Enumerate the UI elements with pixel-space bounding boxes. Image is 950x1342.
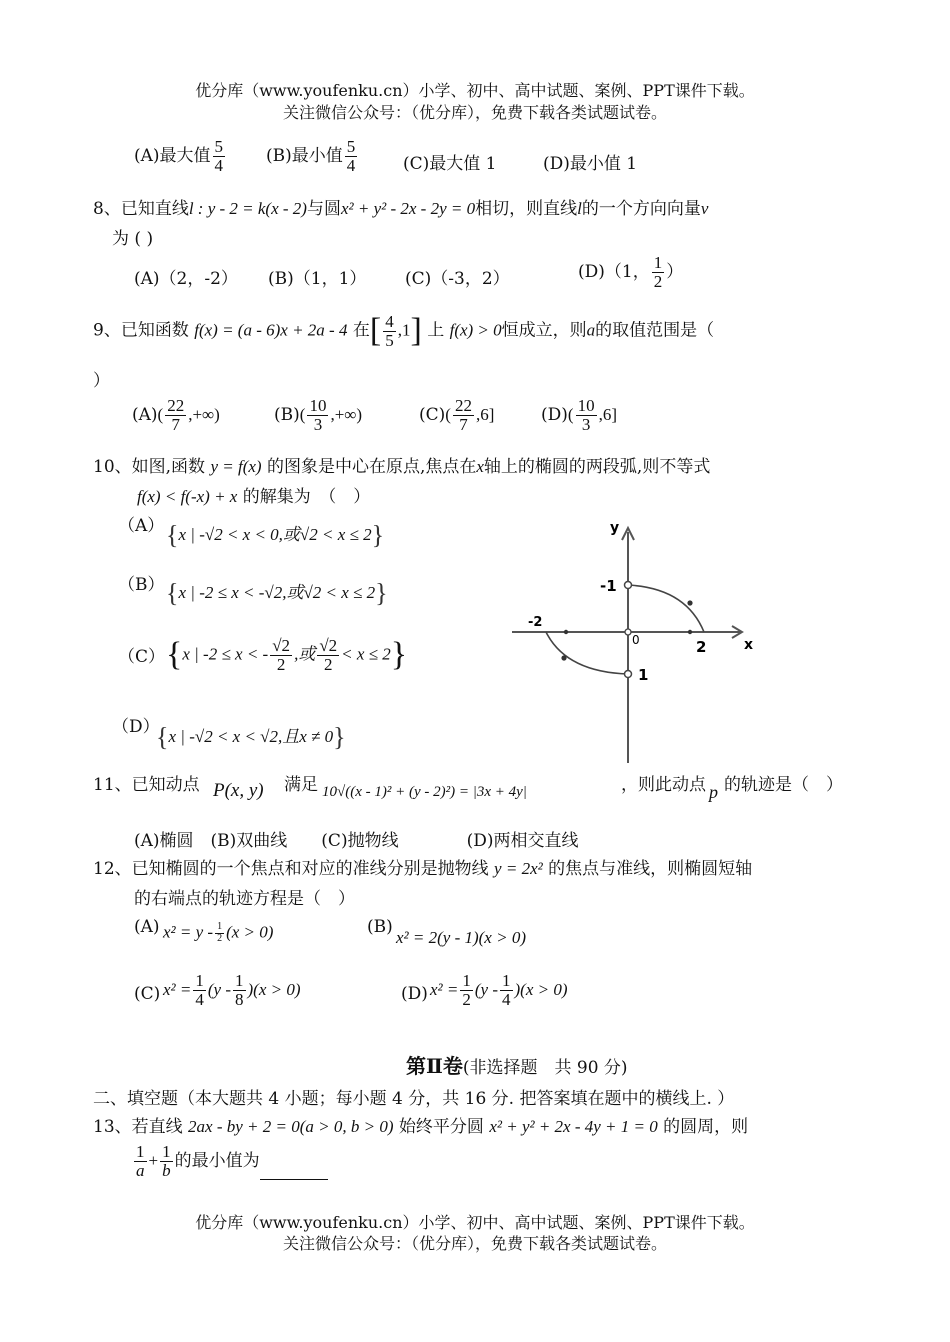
q13-expression: $\frac{1}{a}$ + $\frac{1}{b}$ 的最小值为: [132, 1143, 328, 1180]
q10-stem-line2: f(x) < f(-x) + x 的解集为 （ ）: [137, 487, 371, 507]
q10-option-c-label: （C）: [118, 647, 166, 667]
q11-stem: 11、已知动点: [93, 775, 200, 795]
label-origin: 0: [632, 633, 640, 647]
q11-options: (A)椭圆 (B)双曲线 (C)抛物线 (D)两相交直线: [134, 831, 579, 851]
section-2-title: 第Ⅱ卷(非选择题 共 90 分): [406, 1054, 628, 1078]
q11-stem-mid: 满足: [284, 775, 318, 795]
q11-equation: 10√((x - 1)² + (y - 2)²) = |3x + 4y|: [322, 784, 527, 800]
q12-option-c-label: (C): [134, 984, 161, 1004]
axis-dot-left: [564, 630, 568, 634]
q11-p: p: [709, 782, 718, 802]
open-point-lower: [625, 671, 632, 678]
q9-close-paren: ）: [93, 371, 110, 391]
label-neg-two: -2: [528, 615, 543, 630]
q11-stem-tail: ，则此动点: [621, 775, 706, 795]
q12-option-d: x² = $\frac{1}{2}$ (y - $\frac{1}{4}$ )(x > 0): [430, 971, 568, 1009]
q9-option-a: (A)( $\frac{22}{7}$ ,+∞): [132, 396, 220, 434]
section-2-instructions: 二、填空题（本大题共 4 小题；每小题 4 分，共 16 分. 把答案填在题中的横线上. ）: [93, 1089, 735, 1109]
q9-option-c: (C)( $\frac{22}{7}$ ,6]: [419, 396, 495, 434]
q9-option-d: (D)( $\frac{10}{3}$ ,6]: [541, 396, 617, 434]
q10-option-b-label: （B）: [118, 575, 165, 595]
origin-point: [625, 629, 631, 635]
label-two: 2: [696, 638, 707, 656]
label-neg-one: -1: [600, 577, 617, 595]
arc-dot-lower: [561, 655, 566, 660]
x-axis-label: x: [744, 637, 754, 653]
y-axis-label: y: [610, 520, 620, 536]
graph-axes: [512, 528, 742, 763]
q8-stem: 8、已知直线l : y - 2 = k(x - 2)与圆x² + y² - 2x - 2y = 0相切，则直线l的一个方向向量v: [93, 199, 709, 219]
label-one: 1: [638, 666, 649, 684]
q7-option-c: (C)最大值 1: [403, 154, 497, 174]
q8-option-c: (C)（-3，2）: [405, 269, 510, 289]
q10-option-d: {x | -√2 < x < √2,且x ≠ 0}: [156, 722, 346, 752]
open-point-upper: [625, 582, 632, 589]
page-footer-line1: 优分库（www.youfenku.cn）小学、初中、高中试题、案例、PPT课件下载。: [195, 1213, 755, 1232]
lower-left-arc: [546, 632, 628, 674]
q12-option-b: x² = 2(y - 1)(x > 0): [396, 928, 526, 947]
axis-dot-right: [688, 630, 692, 634]
q8-option-a: (A)（2，-2）: [134, 269, 238, 289]
q12-stem: 12、已知椭圆的一个焦点和对应的准线分别是抛物线 y = 2x² 的焦点与准线，则椭圆短轴: [93, 859, 753, 879]
q10-option-a: {x | -√2 < x < 0,或√2 < x ≤ 2}: [166, 520, 385, 550]
q10-option-d-label: （D）: [112, 717, 160, 737]
q12-option-c: x² = $\frac{1}{4}$ (y - $\frac{1}{8}$ )(x > 0): [163, 971, 301, 1009]
q7-option-b: (B)最小值 $\frac{5}{4}$: [266, 137, 356, 175]
q12-option-b-label: (B): [367, 917, 393, 937]
q11-point: P(x, y): [213, 780, 264, 801]
q10-option-a-label: （A）: [118, 516, 165, 536]
q7-option-d: (D)最小值 1: [543, 154, 638, 174]
page-header-line2: 关注微信公众号：（优分库），免费下载各类试题试卷。: [282, 103, 667, 122]
upper-right-arc: [628, 585, 704, 632]
q9-stem: 9、已知函数 f(x) = (a - 6)x + 2a - 4 在[ $\frac{4}{5}$ ,1] 上 f(x) > 0恒成立，则a的取值范围是（: [93, 311, 715, 350]
page-footer-line2: 关注微信公众号：（优分库），免费下载各类试题试卷。: [282, 1234, 667, 1253]
q10-option-b: {x | -2 ≤ x < -√2,或√2 < x ≤ 2}: [166, 578, 388, 608]
q10-stem: 10、如图,函数 y = f(x) 的图象是中心在原点,焦点在x轴上的椭圆的两段弧,则不等式: [93, 457, 711, 477]
q10-ellipse-graph: [508, 518, 768, 768]
q8-stem-line2: 为 ( ): [112, 229, 154, 249]
arc-dot-upper: [687, 600, 692, 605]
q8-option-b: (B)（1，1）: [268, 269, 367, 289]
q13-stem: 13、若直线 2ax - by + 2 = 0(a > 0, b > 0) 始终平分圆 x² + y² + 2x - 4y + 1 = 0 的圆周，则: [93, 1117, 749, 1137]
q9-option-b: (B)( $\frac{10}{3}$ ,+∞): [274, 396, 363, 434]
q11-stem-tail2: 的轨迹是（ ）: [724, 775, 843, 795]
q12-option-a-label: (A): [134, 917, 160, 937]
q13-answer-blank[interactable]: [260, 1161, 328, 1180]
q12-option-d-label: (D): [401, 984, 428, 1004]
q12-stem-line2: 的右端点的轨迹方程是（ ）: [134, 889, 355, 909]
q12-option-a: x² = y - $\frac{1}{2}$ (x > 0): [163, 921, 274, 944]
q10-option-c: {x | -2 ≤ x < - $\frac{√2}{2}$ ,或 $\frac{√2}{2}$ < x ≤ 2}: [166, 635, 408, 674]
q7-option-a: (A)最大值 $\frac{5}{4}$: [134, 137, 224, 175]
page-header-line1: 优分库（www.youfenku.cn）小学、初中、高中试题、案例、PPT课件下载。: [195, 81, 755, 100]
q8-option-d: (D)（1， $\frac{1}{2}$ ）: [578, 253, 684, 291]
